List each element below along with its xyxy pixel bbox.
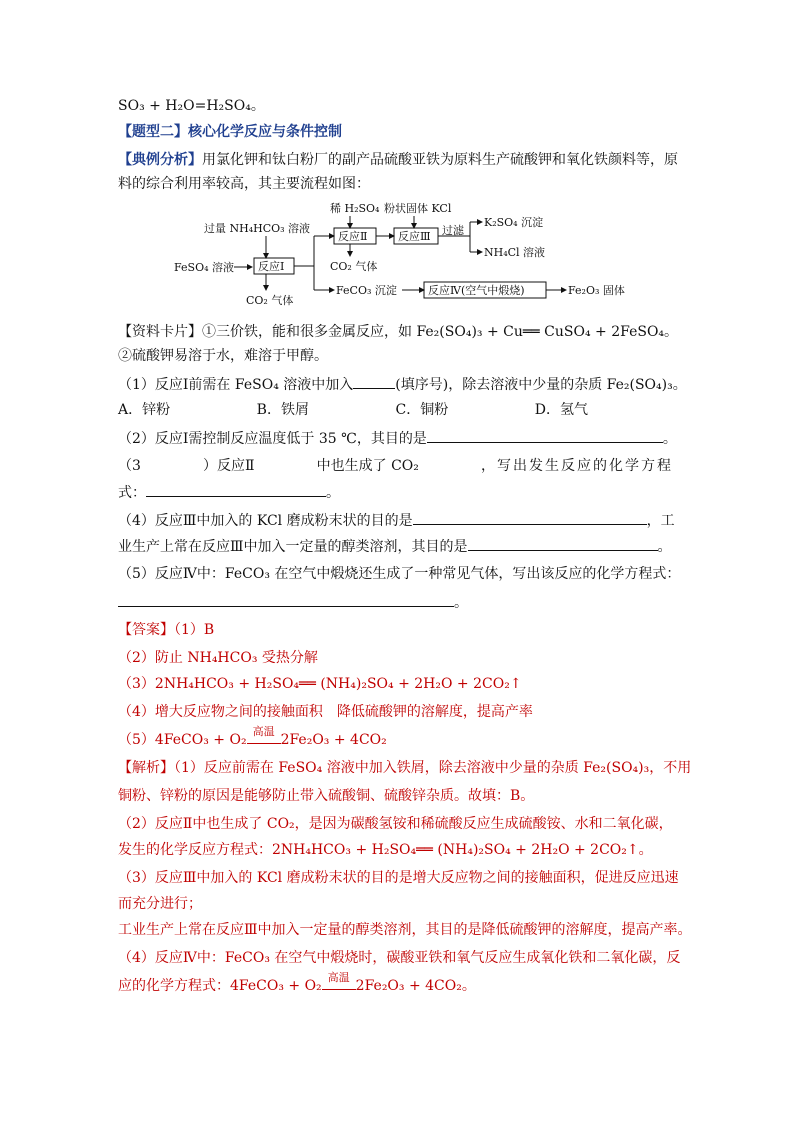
question-1-options bbox=[118, 400, 588, 420]
analysis-line-9: 应的化学方程式：4FeCO₃ + O₂ 高温 2Fe₂O₃ + 4CO₂。 bbox=[118, 971, 476, 994]
question-5-line-1: （5）反应Ⅳ中：FeCO₃ 在空气中煅烧还生成了一种常见气体，写出该反应的化学方程式： bbox=[118, 566, 681, 582]
example-line-1: 【典例分析】用氯化钾和钛白粉厂的副产品硫酸亚铁为原料生产硫酸钾和氧化铁颜料等，原 bbox=[118, 152, 678, 168]
analysis-line-1: 【解析】（1）反应前需在 FeSO₄ 溶液中加入铁屑，除去溶液中少量的杂质 Fe₂(SO₄)₃，不用 bbox=[118, 760, 692, 776]
example-line-2: 料的综合利用率较高，其主要流程如图： bbox=[118, 176, 370, 192]
card-line-1: 【资料卡片】①三价铁，能和很多金属反应，如 Fe₂(SO₄)₃ + Cu══ CuSO₄ + 2FeSO₄。 bbox=[118, 324, 679, 340]
answer-line-2: （2）防止 NH₄HCO₃ 受热分解 bbox=[118, 650, 318, 666]
card-tag: 【资料卡片】 bbox=[118, 324, 202, 340]
answer-line-1: 【答案】（1）B bbox=[118, 622, 215, 638]
flow-feco3: FeCO₃ 沉淀 bbox=[336, 284, 397, 297]
example-tag: 【典例分析】 bbox=[118, 152, 202, 168]
answer-line-4: （4）增大反应物之间的接触面积 降低硫酸钾的溶解度，提高产率 bbox=[118, 704, 533, 720]
section-title: 【题型二】核心化学反应与条件控制 bbox=[118, 124, 342, 140]
option-b: B．铁屑 bbox=[256, 402, 309, 418]
equation-line: SO₃ + H₂O=H₂SO₄。 bbox=[118, 98, 265, 114]
question-3-line-2: 式： 。 bbox=[118, 482, 340, 503]
analysis-tag: 【解析】 bbox=[118, 760, 174, 776]
flow-feso4: FeSO₄ 溶液 bbox=[174, 261, 235, 274]
process-flow-diagram bbox=[174, 196, 644, 308]
flow-k2so4: K₂SO₄ 沉淀 bbox=[484, 216, 544, 229]
analysis-line-5: （3）反应Ⅲ中加入的 KCl 磨成粉末状的目的是增大反应物之间的接触面积，促进反应迅速 bbox=[118, 870, 679, 886]
answer-blank-4a[interactable] bbox=[413, 510, 647, 525]
answer-blank-1[interactable] bbox=[353, 374, 395, 389]
reaction-condition: 高温 bbox=[247, 734, 281, 744]
analysis-line-7: 工业生产上常在反应Ⅲ中加入一定量的醇类溶剂，其目的是降低硫酸钾的溶解度，提高产率。 bbox=[118, 922, 692, 938]
option-c: C．铜粉 bbox=[395, 402, 449, 418]
option-d: D．氢气 bbox=[534, 402, 588, 418]
answer-blank-4b[interactable] bbox=[468, 536, 658, 551]
flow-filter: 过滤 bbox=[442, 224, 464, 237]
question-3-line-1: （3 ）反应Ⅱ 中也生成了 CO₂ ，写出发生反应的化学方程 bbox=[118, 458, 673, 474]
answer-line-5: （5）4FeCO₃ + O₂ 高温 2Fe₂O₃ + 4CO₂ bbox=[118, 725, 387, 748]
flow-r2: 反应Ⅱ bbox=[338, 230, 368, 243]
flow-r1: 反应Ⅰ bbox=[258, 260, 285, 273]
flow-co2-1: CO₂ 气体 bbox=[246, 294, 294, 307]
answer-line-3: （3）2NH₄HCO₃ + H₂SO₄══ (NH₄)₂SO₄ + 2H₂O + 2CO₂↑ bbox=[118, 676, 522, 692]
analysis-line-8: （4）反应Ⅳ中：FeCO₃ 在空气中煅烧时，碳酸亚铁和氧气反应生成氧化铁和二氧化碳，反 bbox=[118, 950, 681, 966]
answer-blank-3[interactable] bbox=[146, 482, 326, 497]
question-4-line-1: （4）反应Ⅲ中加入的 KCl 磨成粉末状的目的是 ，工 bbox=[118, 510, 675, 531]
flow-co2-2: CO₂ 气体 bbox=[330, 260, 378, 273]
question-1: （1）反应Ⅰ前需在 FeSO₄ 溶液中加入 (填序号)，除去溶液中少量的杂质 Fe₂(SO₄)₃。 bbox=[118, 374, 687, 395]
card-line-2: ②硫酸钾易溶于水，难溶于甲醇。 bbox=[118, 348, 328, 364]
flow-fe2o3: Fe₂O₃ 固体 bbox=[568, 284, 625, 297]
analysis-line-4: 发生的化学反应方程式：2NH₄HCO₃ + H₂SO₄══ (NH₄)₂SO₄ + 2H₂O + 2CO₂↑。 bbox=[118, 842, 653, 858]
gas-arrow: ↑ bbox=[509, 676, 522, 692]
answer-blank-2[interactable] bbox=[427, 428, 663, 443]
flow-kcl: 粉状固体 KCl bbox=[384, 202, 452, 215]
answer-tag: 【答案】 bbox=[118, 622, 174, 638]
analysis-line-3: （2）反应Ⅱ中也生成了 CO₂，是因为碳酸氢铵和稀硫酸反应生成硫酸铵、水和二氧化碳， bbox=[118, 816, 673, 832]
flow-r4: 反应Ⅳ(空气中煅烧) bbox=[428, 284, 525, 297]
question-4-line-2: 业生产上常在反应Ⅲ中加入一定量的醇类溶剂，其目的是 。 bbox=[118, 536, 672, 557]
option-a: A．锌粉 bbox=[118, 402, 171, 418]
question-2: （2）反应Ⅰ需控制反应温度低于 35 ℃，其目的是 。 bbox=[118, 428, 677, 449]
reaction-condition-2: 高温 bbox=[322, 980, 356, 990]
flow-nh4hco3: 过量 NH₄HCO₃ 溶液 bbox=[204, 222, 311, 235]
answer-blank-5[interactable] bbox=[118, 592, 454, 607]
analysis-line-6: 而充分进行； bbox=[118, 896, 202, 912]
flow-h2so4: 稀 H₂SO₄ bbox=[330, 202, 380, 215]
question-5-line-2: 。 bbox=[118, 592, 468, 613]
analysis-line-2: 铜粉、锌粉的原因是能够防止带入硫酸铜、硫酸锌杂质。故填：B。 bbox=[118, 788, 535, 804]
flow-r3: 反应Ⅲ bbox=[398, 230, 431, 243]
flow-nh4cl: NH₄Cl 溶液 bbox=[484, 246, 546, 259]
